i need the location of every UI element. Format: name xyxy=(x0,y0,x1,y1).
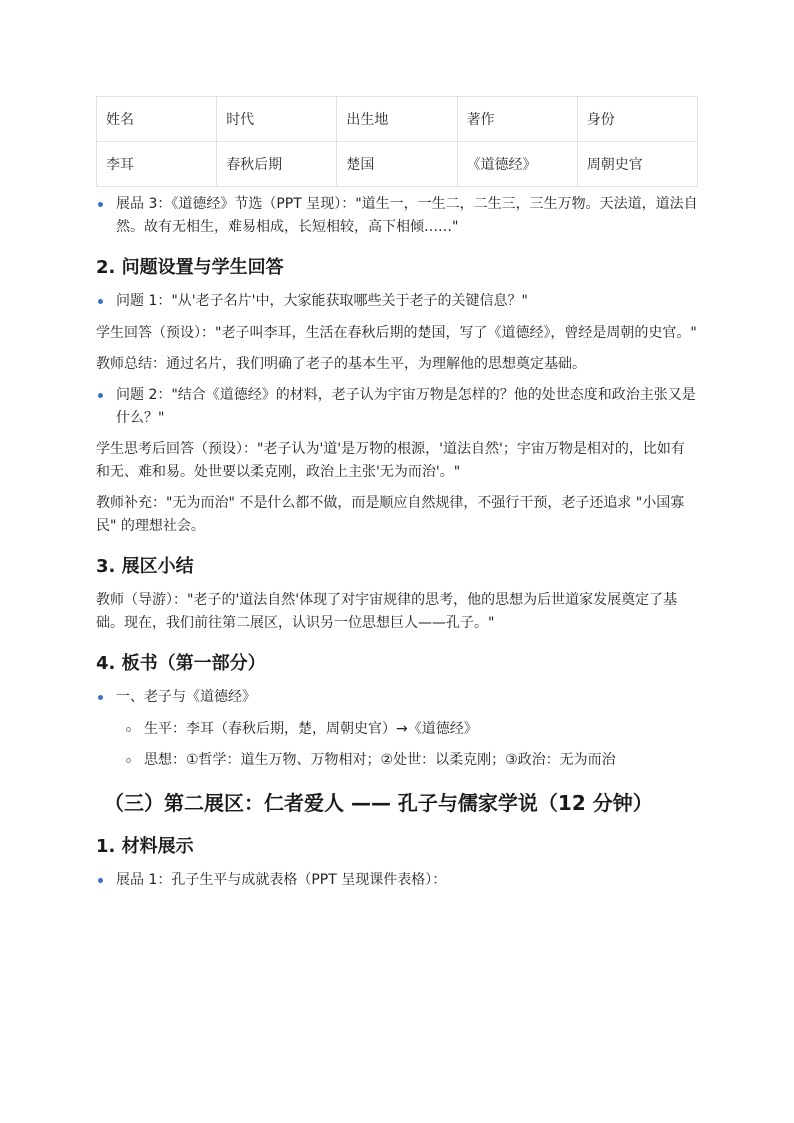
table-cell: 时代 xyxy=(217,97,337,142)
heading-board: 4. 板书（第一部分） xyxy=(96,653,266,674)
answer-2: 学生思考后回答（预设）："老子认为'道'是万物的根源，'道法自然'；宇宙万物是相对的，比如有和无、难和易。处世要以柔克刚，政治上主张'无为而治'。" xyxy=(96,441,685,480)
board-item-laozi: 一、老子与《道德经》 xyxy=(96,686,698,709)
board-subitem-life: 生平：李耳（春秋后期，楚，周朝史官）→《道德经》 xyxy=(96,718,698,741)
table-cell: 身份 xyxy=(577,97,697,142)
guide-summary: 教师（导游）："老子的'道法自然'体现了对宇宙规律的思考，他的思想为后世道家发展奠定了基础。现在，我们前往第二展区，认识另一位思想巨人——孔子。" xyxy=(96,592,678,631)
table-cell: 李耳 xyxy=(97,142,217,187)
table-cell: 姓名 xyxy=(97,97,217,142)
teacher-supplement-2: 教师补充："无为而治" 不是什么都不做，而是顺应自然规律，不强行干预，老子还追求 "小国寡民" 的理想社会。 xyxy=(96,495,685,534)
table-cell: 春秋后期 xyxy=(217,142,337,187)
answer-1: 学生回答（预设）："老子叫李耳，生活在春秋后期的楚国，写了《道德经》，曾经是周朝的史官。" xyxy=(96,325,697,341)
table-cell: 《道德经》 xyxy=(457,142,577,187)
heading-materials: 1. 材料展示 xyxy=(96,836,194,857)
heading-summary: 3. 展区小结 xyxy=(96,556,194,577)
table-cell: 楚国 xyxy=(337,142,457,187)
heading-section-3: （三）第二展区：仁者爱人 —— 孔子与儒家学说（12 分钟） xyxy=(104,791,653,815)
laozi-info-table xyxy=(96,96,698,187)
exhibit-3-bullet: 展品 3：《道德经》节选（PPT 呈现）："道生一，一生二，二生三，三生万物。天法道，道法自然。故有无相生，难易相成，长短相较，高下相倾……" xyxy=(96,193,698,239)
table-cell: 周朝史官 xyxy=(577,142,697,187)
document-page xyxy=(96,96,698,892)
table-cell: 著作 xyxy=(457,97,577,142)
question-2-bullet: 问题 2："结合《道德经》的材料，老子认为宇宙万物是怎样的？他的处世态度和政治主张又是什么？" xyxy=(96,384,698,430)
table-cell: 出生地 xyxy=(337,97,457,142)
exhibit-1-bullet: 展品 1：孔子生平与成就表格（PPT 呈现课件表格）： xyxy=(96,869,698,892)
board-subitem-thought: 思想：①哲学：道生万物、万物相对；②处世：以柔克刚；③政治：无为而治 xyxy=(96,749,698,772)
table-header-row xyxy=(97,97,698,142)
teacher-summary-1: 教师总结：通过名片，我们明确了老子的基本生平，为理解他的思想奠定基础。 xyxy=(96,356,586,372)
heading-questions: 2. 问题设置与学生回答 xyxy=(96,257,284,278)
question-1-bullet: 问题 1："从'老子名片'中，大家能获取哪些关于老子的关键信息？" xyxy=(96,290,698,313)
table-row xyxy=(97,142,698,187)
